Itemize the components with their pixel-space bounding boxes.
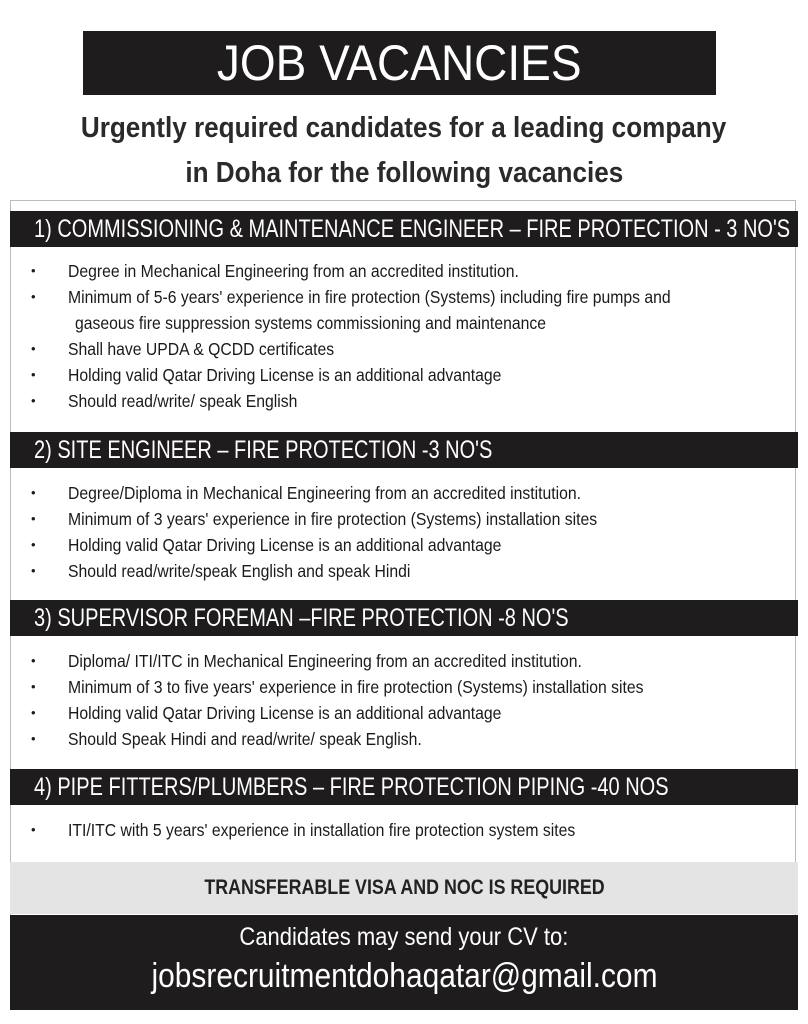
subtitle-line-2 [0, 157, 808, 190]
heading-text: 1) COMMISSIONING & MAINTENANCE ENGINEER – FIRE PROTECTION - 3 NO'S [34, 215, 791, 243]
subtitle-text: in Doha for the following vacancies [185, 157, 623, 189]
section-4-heading [10, 769, 798, 805]
item-text: Degree/Diploma in Mechanical Engineering from an accredited institution. [68, 483, 582, 503]
item-text: Minimum of 5-6 years' experience in fire protection (Systems) including fire pumps and [68, 287, 671, 307]
bullet-icon: • [31, 341, 36, 356]
visa-notice [10, 862, 798, 914]
bullet-icon: • [31, 822, 36, 837]
bullet-icon: • [31, 367, 36, 382]
section-2-heading [10, 432, 798, 468]
poster-title [83, 31, 716, 95]
bullet-icon: • [31, 731, 36, 746]
subtitle-text: Urgently required candidates for a leading company [81, 112, 727, 144]
contact-footer [10, 915, 798, 1010]
item-text: Should read/write/ speak English [68, 391, 298, 411]
bullet-icon: • [31, 393, 36, 408]
item-text: Minimum of 3 years' experience in fire protection (Systems) installation sites [68, 509, 598, 529]
item-text: Degree in Mechanical Engineering from an accredited institution. [68, 261, 519, 281]
heading-text: 3) SUPERVISOR FOREMAN –FIRE PROTECTION -8 NO'S [34, 604, 569, 632]
item-text: gaseous fire suppression systems commissioning and maintenance [75, 313, 546, 333]
subtitle-line-1 [0, 112, 808, 145]
contact-email[interactable] [10, 957, 798, 996]
notice-text: TRANSFERABLE VISA AND NOC IS REQUIRED [203, 876, 605, 899]
item-text: Holding valid Qatar Driving License is an additional advantage [68, 365, 502, 385]
bullet-icon: • [31, 679, 36, 694]
email-link[interactable]: jobsrecruitmentdohaqatar@gmail.com [151, 957, 657, 995]
item-text: Should Speak Hindi and read/write/ speak English. [68, 729, 422, 749]
bullet-icon: • [31, 485, 36, 500]
bullet-icon: • [31, 705, 36, 720]
section-3-heading [10, 600, 798, 636]
bullet-icon: • [31, 537, 36, 552]
bullet-icon: • [31, 289, 36, 304]
title-text: JOB VACANCIES [217, 35, 582, 91]
bullet-icon: • [31, 263, 36, 278]
bullet-icon: • [31, 511, 36, 526]
item-text: Holding valid Qatar Driving License is an additional advantage [68, 535, 502, 555]
item-text: Shall have UPDA & QCDD certificates [68, 339, 335, 359]
item-text: Diploma/ ITI/ITC in Mechanical Engineering from an accredited institution. [68, 651, 582, 671]
item-text: Holding valid Qatar Driving License is an additional advantage [68, 703, 502, 723]
item-text: Minimum of 3 to five years' experience in fire protection (Systems) installation sites [68, 677, 644, 697]
section-1-heading [10, 211, 798, 247]
heading-text: 4) PIPE FITTERS/PLUMBERS – FIRE PROTECTION PIPING -40 NOS [34, 773, 669, 801]
bullet-icon: • [31, 653, 36, 668]
bullet-icon: • [31, 563, 36, 578]
item-text: Should read/write/speak English and speak Hindi [68, 561, 411, 581]
heading-text: 2) SITE ENGINEER – FIRE PROTECTION -3 NO'S [34, 436, 493, 464]
contact-label-text: Candidates may send your CV to: [239, 923, 569, 951]
item-text: ITI/ITC with 5 years' experience in installation fire protection system sites [68, 820, 576, 840]
contact-label [10, 923, 798, 952]
